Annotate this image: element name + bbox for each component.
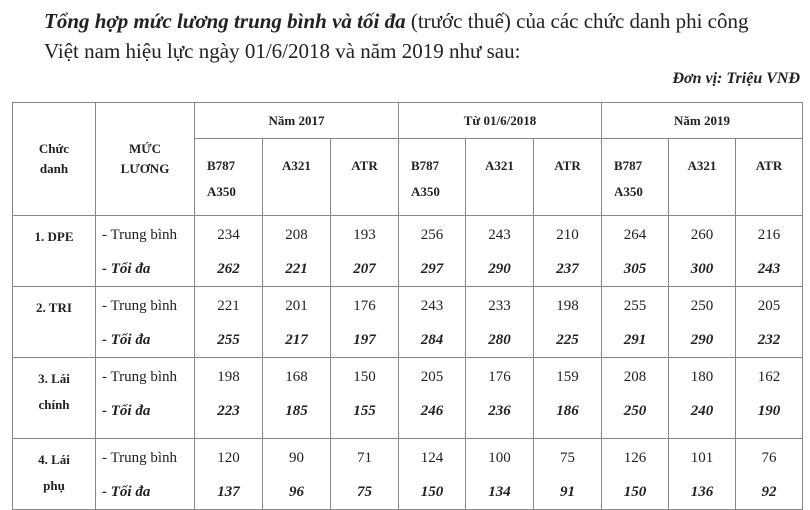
avg-value: 208 [623, 369, 647, 385]
value-cell [263, 439, 331, 510]
value-cell [669, 439, 736, 510]
row-title: 3. Lái chính [13, 358, 96, 439]
value-cell [534, 287, 602, 358]
value-cell [736, 439, 803, 510]
value-cell [263, 358, 331, 439]
max-value: 134 [488, 484, 511, 500]
max-value: 280 [488, 332, 511, 348]
value-cell [331, 358, 399, 439]
avg-value: 176 [353, 298, 376, 314]
row-levels [96, 216, 195, 287]
max-value: 232 [757, 332, 781, 348]
max-value: 150 [420, 484, 444, 500]
level-max: - Tối đa [102, 332, 151, 348]
table-row [13, 216, 803, 287]
header-aircraft: A321 [466, 139, 534, 216]
intro-line2: Việt nam hiệu lực ngày 01/6/2018 và năm 2019 như sau: [44, 39, 521, 63]
unit-label: Đơn vị: Triệu VNĐ [672, 70, 800, 87]
avg-value: 162 [757, 369, 781, 385]
salary-table [12, 102, 803, 510]
avg-value: 205 [420, 369, 444, 385]
header-aircraft: B787 A350 [602, 139, 669, 216]
max-value: 96 [289, 484, 304, 500]
value-cell [195, 358, 263, 439]
avg-value: 260 [690, 227, 714, 243]
avg-value: 75 [560, 450, 575, 466]
value-cell [195, 287, 263, 358]
max-value: 186 [556, 403, 579, 419]
max-value: 155 [353, 403, 376, 419]
value-cell [399, 287, 466, 358]
max-value: 300 [690, 261, 714, 277]
avg-value: 210 [556, 227, 579, 243]
avg-value: 76 [761, 450, 777, 466]
value-cell [399, 216, 466, 287]
avg-value: 198 [217, 369, 240, 385]
value-cell [602, 287, 669, 358]
avg-value: 208 [285, 227, 308, 243]
header-aircraft: B787 A350 [195, 139, 263, 216]
level-avg: - Trung bình [102, 227, 178, 243]
avg-value: 100 [488, 450, 511, 466]
max-value: 217 [285, 332, 308, 348]
max-value: 305 [623, 261, 647, 277]
value-cell [736, 358, 803, 439]
header-level: MỨC LƯƠNG [96, 103, 195, 216]
value-cell [736, 287, 803, 358]
header-aircraft: ATR [736, 139, 803, 216]
value-cell [399, 358, 466, 439]
max-value: 185 [285, 403, 308, 419]
header-aircraft: A321 [669, 139, 736, 216]
max-value: 221 [285, 261, 308, 277]
max-value: 91 [560, 484, 575, 500]
max-value: 297 [420, 261, 444, 277]
max-value: 137 [217, 484, 240, 500]
avg-value: 250 [690, 298, 714, 314]
value-cell [263, 287, 331, 358]
value-cell [534, 358, 602, 439]
avg-value: 176 [488, 369, 511, 385]
max-value: 225 [556, 332, 579, 348]
table-row [13, 287, 803, 358]
avg-value: 120 [217, 450, 240, 466]
max-value: 290 [690, 332, 714, 348]
max-value: 240 [690, 403, 714, 419]
max-value: 75 [357, 484, 372, 500]
value-cell [466, 287, 534, 358]
value-cell [466, 358, 534, 439]
value-cell [331, 216, 399, 287]
max-value: 207 [353, 261, 376, 277]
avg-value: 216 [757, 227, 781, 243]
max-value: 136 [690, 484, 714, 500]
avg-value: 201 [285, 298, 308, 314]
value-cell [466, 216, 534, 287]
avg-value: 198 [556, 298, 579, 314]
avg-value: 221 [217, 298, 240, 314]
value-cell [736, 216, 803, 287]
avg-value: 180 [690, 369, 714, 385]
avg-value: 71 [357, 450, 372, 466]
header-period: Năm 2019 [602, 103, 803, 139]
intro-text [44, 6, 804, 66]
intro-rest: (trước thuế) của các chức danh phi công [405, 9, 749, 33]
avg-value: 126 [623, 450, 647, 466]
value-cell [669, 216, 736, 287]
header-aircraft: B787 A350 [399, 139, 466, 216]
avg-value: 264 [623, 227, 647, 243]
avg-value: 150 [353, 369, 376, 385]
header-aircraft: A321 [263, 139, 331, 216]
value-cell [399, 439, 466, 510]
row-levels [96, 439, 195, 510]
avg-value: 168 [285, 369, 308, 385]
level-avg: - Trung bình [102, 369, 178, 385]
max-value: 197 [353, 332, 376, 348]
max-value: 250 [623, 403, 647, 419]
level-max: - Tối đa [102, 403, 151, 419]
header-period: Từ 01/6/2018 [399, 103, 602, 139]
row-levels [96, 358, 195, 439]
avg-value: 255 [623, 298, 647, 314]
value-cell [466, 439, 534, 510]
avg-value: 193 [353, 227, 376, 243]
value-cell [669, 287, 736, 358]
intro-bold: Tổng hợp mức lương trung bình và tối đa [44, 9, 406, 33]
avg-value: 205 [757, 298, 781, 314]
value-cell [602, 216, 669, 287]
max-value: 236 [488, 403, 511, 419]
avg-value: 243 [420, 298, 444, 314]
value-cell [669, 358, 736, 439]
max-value: 237 [556, 261, 579, 277]
header-period: Năm 2017 [195, 103, 399, 139]
avg-value: 233 [488, 298, 511, 314]
avg-value: 256 [420, 227, 444, 243]
header-aircraft: ATR [331, 139, 399, 216]
header-aircraft: ATR [534, 139, 602, 216]
max-value: 223 [217, 403, 240, 419]
max-value: 255 [217, 332, 240, 348]
value-cell [331, 439, 399, 510]
max-value: 284 [420, 332, 444, 348]
value-cell [602, 439, 669, 510]
header-title: Chức danh [13, 103, 96, 216]
level-max: - Tối đa [102, 484, 151, 500]
table-row [13, 358, 803, 439]
max-value: 92 [761, 484, 777, 500]
avg-value: 243 [488, 227, 511, 243]
row-levels [96, 287, 195, 358]
max-value: 262 [217, 261, 240, 277]
level-avg: - Trung bình [102, 450, 178, 466]
value-cell [602, 358, 669, 439]
max-value: 291 [623, 332, 647, 348]
row-title: 4. Lái phụ [13, 439, 96, 510]
avg-value: 234 [217, 227, 240, 243]
row-title: 1. DPE [13, 216, 96, 287]
max-value: 190 [757, 403, 781, 419]
value-cell [331, 287, 399, 358]
value-cell [534, 439, 602, 510]
level-max: - Tối đa [102, 261, 151, 277]
max-value: 150 [623, 484, 647, 500]
table-row [13, 439, 803, 510]
avg-value: 124 [420, 450, 444, 466]
max-value: 243 [757, 261, 781, 277]
value-cell [195, 216, 263, 287]
level-avg: - Trung bình [102, 298, 178, 314]
value-cell [195, 439, 263, 510]
avg-value: 90 [289, 450, 304, 466]
avg-value: 159 [556, 369, 579, 385]
value-cell [263, 216, 331, 287]
max-value: 290 [488, 261, 511, 277]
value-cell [534, 216, 602, 287]
avg-value: 101 [690, 450, 714, 466]
max-value: 246 [420, 403, 444, 419]
row-title: 2. TRI [13, 287, 96, 358]
